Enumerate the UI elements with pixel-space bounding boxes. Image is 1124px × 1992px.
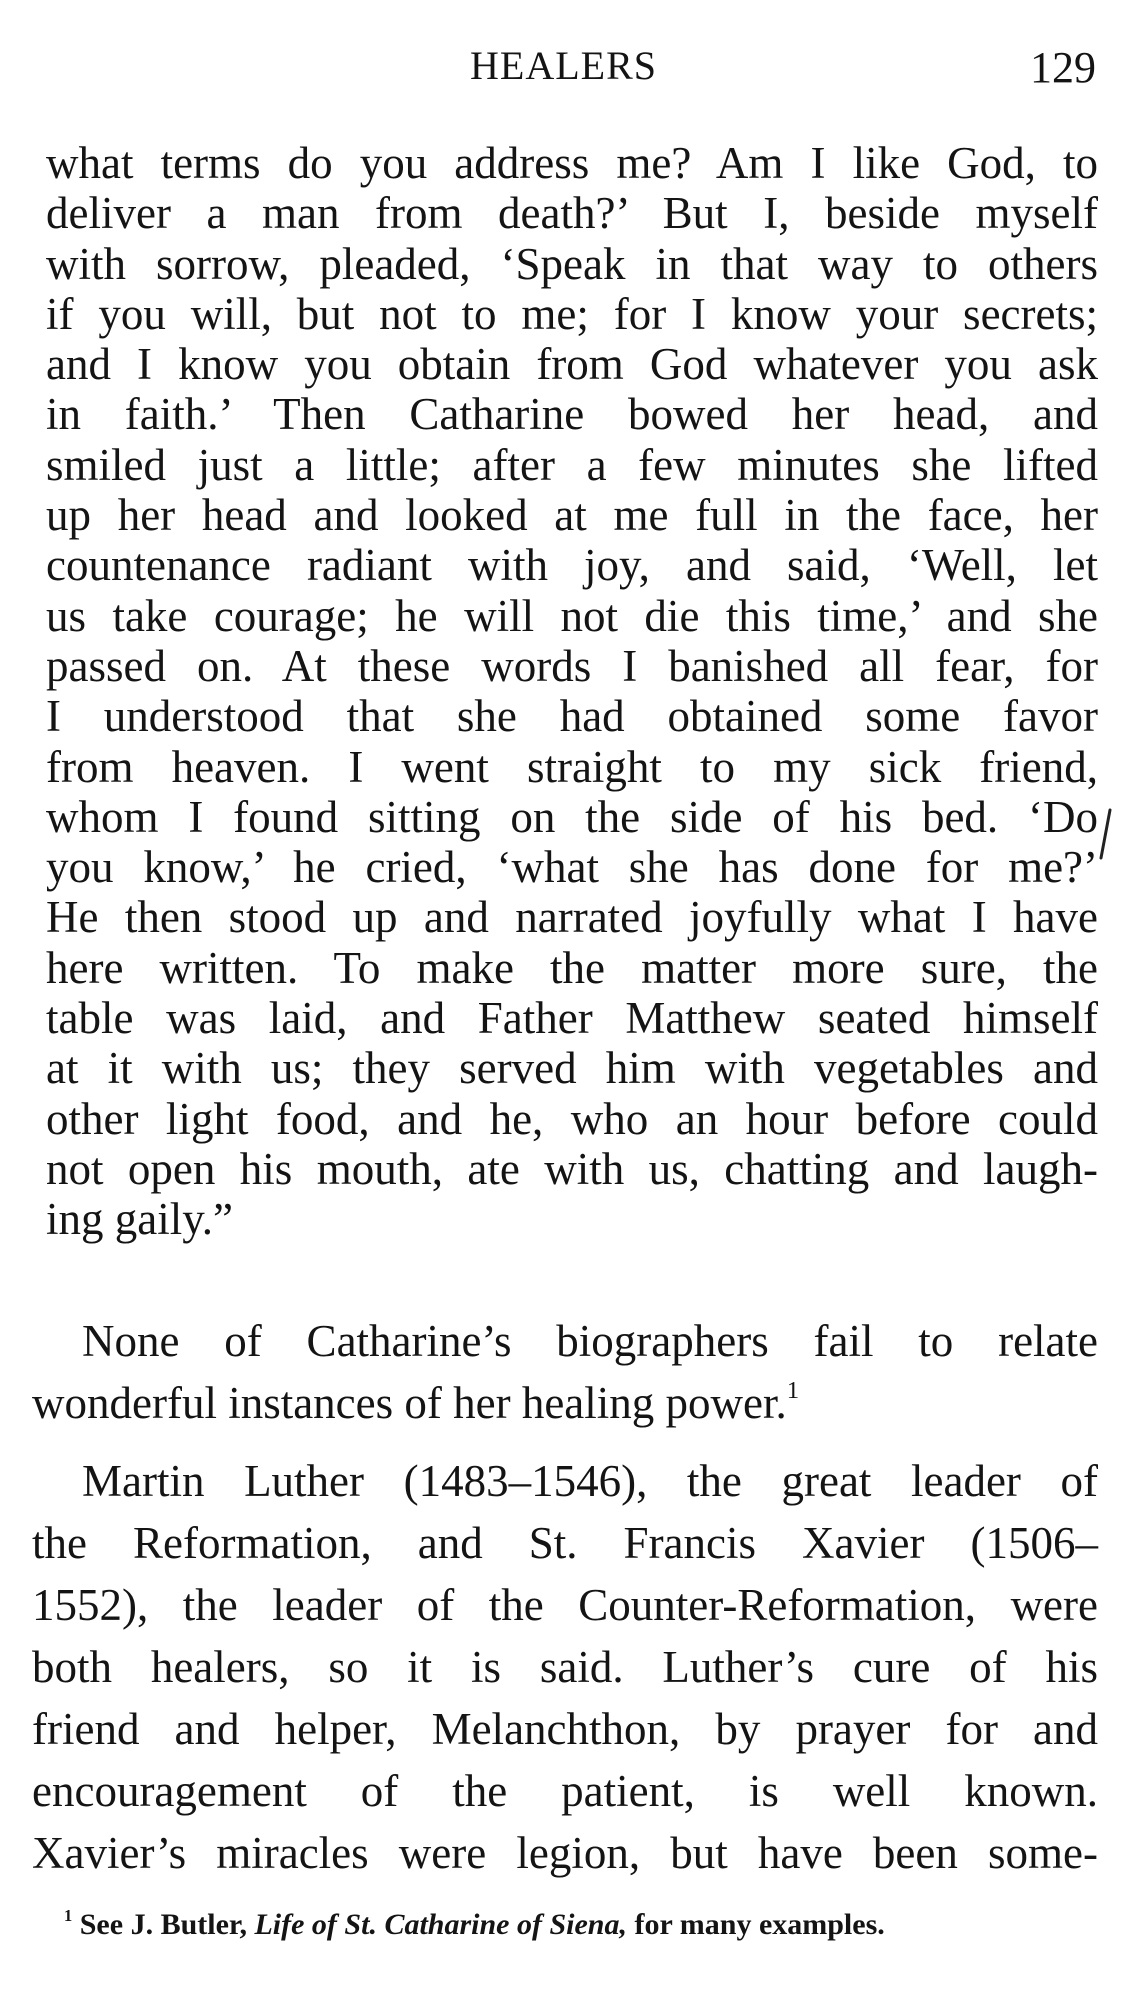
- quoted-passage: [46, 138, 1098, 1245]
- text-line: table was laid, and Father Matthew seated himself: [46, 993, 1098, 1044]
- text-line: 1552), the leader of the Counter-Reformation, were: [32, 1580, 1098, 1630]
- running-title: HEALERS: [470, 43, 657, 88]
- footnote-suffix: for many examples.: [627, 1908, 885, 1941]
- paragraph-biographers: [32, 1310, 1098, 1434]
- text-line: [32, 1372, 1098, 1434]
- footnote-reference: 1: [786, 1377, 800, 1405]
- text-line: what terms do you address me? Am I like God, to: [46, 138, 1098, 188]
- text-line: smiled just a little; after a few minutes she lifted: [46, 439, 1098, 490]
- text-line: in faith.’ Then Catharine bowed her head, and: [46, 389, 1098, 440]
- text-line: you know,’ he cried, ‘what she has done for me?’: [46, 842, 1098, 893]
- text-line: I understood that she had obtained some favor: [46, 691, 1098, 742]
- running-header: [0, 38, 1124, 98]
- text-line: encouragement of the patient, is well known.: [32, 1766, 1098, 1816]
- text-line: both healers, so it is said. Luther’s cure of his: [32, 1642, 1098, 1692]
- text-line: up her head and looked at me full in the face, her: [46, 490, 1098, 541]
- text-line: and I know you obtain from God whatever you ask: [46, 339, 1098, 390]
- text-line: friend and helper, Melanchthon, by prayer for and: [32, 1704, 1098, 1754]
- page-number: 129: [1030, 43, 1096, 92]
- text-line: ing gaily.”: [46, 1194, 234, 1245]
- text-line: not open his mouth, ate with us, chatting and laugh-: [46, 1143, 1098, 1194]
- text-line: us take courage; he will not die this time,’ and she: [46, 590, 1098, 641]
- text-line: Xavier’s miracles were legion, but have been some-: [32, 1828, 1098, 1878]
- text-line: at it with us; they served him with vegetables and: [46, 1043, 1098, 1094]
- text-line: here written. To make the matter more sure, the: [46, 942, 1098, 993]
- text-line: He then stood up and narrated joyfully what I have: [46, 892, 1098, 943]
- paragraph-luther-xavier: [32, 1450, 1098, 1884]
- footnote-prefix: See J. Butler,: [79, 1908, 255, 1941]
- text-line: whom I found sitting on the side of his bed. ‘Do: [46, 791, 1098, 842]
- text-line: from heaven. I went straight to my sick friend,: [46, 741, 1098, 792]
- text-line: countenance radiant with joy, and said, ‘Well, let: [46, 540, 1098, 591]
- footnote-marker: 1: [64, 1905, 73, 1925]
- footnote-book-title: Life of St. Catharine of Siena,: [254, 1908, 627, 1941]
- text-line: deliver a man from death?’ But I, beside myself: [46, 188, 1098, 239]
- text-line-content: wonderful instances of her healing power.: [32, 1378, 787, 1428]
- text-line: the Reformation, and St. Francis Xavier (1506–: [32, 1518, 1098, 1568]
- text-line: other light food, and he, who an hour before could: [46, 1093, 1098, 1144]
- text-line: if you will, but not to me; for I know your secrets;: [46, 288, 1098, 339]
- pencil-mark-icon: [1098, 808, 1112, 860]
- text-line: with sorrow, pleaded, ‘Speak in that way to others: [46, 238, 1098, 289]
- text-line: Martin Luther (1483–1546), the great leader of: [82, 1456, 1098, 1506]
- footnote: [64, 1905, 1104, 1942]
- text-line: passed on. At these words I banished all fear, for: [46, 640, 1098, 691]
- text-line: None of Catharine’s biographers fail to relate: [82, 1316, 1098, 1366]
